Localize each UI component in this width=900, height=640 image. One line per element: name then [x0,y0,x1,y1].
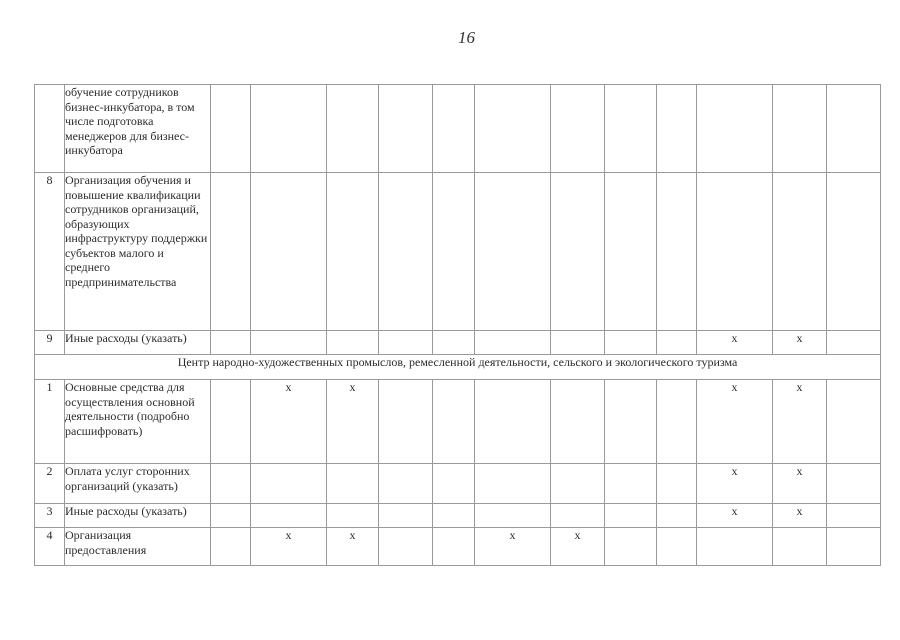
table-row [35,331,881,355]
table-cell [327,504,379,528]
table-cell [605,528,657,566]
table-cell: x [773,504,827,528]
table-cell [327,173,379,331]
table-cell [657,173,697,331]
table-cell [605,85,657,173]
table-cell [773,85,827,173]
page-number: 16 [458,28,475,47]
table-cell [327,464,379,504]
table-cell: x [697,331,773,355]
expense-item-name: Организация обучения и повышение квалификации сотрудников организаций, образующих инфраструктуру поддержки субъектов малого и среднего предпринимательства [65,173,211,331]
table-cell [551,331,605,355]
table-cell [605,380,657,464]
table-cell: x [773,331,827,355]
table-cell [827,464,881,504]
table-cell [251,173,327,331]
table-cell [251,85,327,173]
table-cell [657,504,697,528]
table-cell: x [251,528,327,566]
table-cell [211,173,251,331]
expense-item-name: Иные расходы (указать) [65,504,211,528]
table-cell [379,528,433,566]
table-cell [211,85,251,173]
table-cell [773,173,827,331]
table-cell [605,464,657,504]
table-cell [327,331,379,355]
table-cell [827,504,881,528]
table-cell [433,380,475,464]
table-cell [827,380,881,464]
table-cell [657,380,697,464]
table-cell: x [697,380,773,464]
table-cell: x [697,504,773,528]
table-cell [475,173,551,331]
table-cell [551,85,605,173]
table-cell [773,528,827,566]
row-number [35,85,65,173]
table-row [35,380,881,464]
table-row [35,173,881,331]
table-cell [551,464,605,504]
table-cell [475,85,551,173]
table-cell [379,85,433,173]
table-cell [251,504,327,528]
table-cell [379,173,433,331]
table-cell [551,504,605,528]
table-cell: x [773,380,827,464]
table-body [35,85,881,566]
table-cell [551,173,605,331]
table-cell: x [773,464,827,504]
row-number: 8 [35,173,65,331]
table-cell [827,528,881,566]
table-cell [433,85,475,173]
table-cell: x [327,528,379,566]
expense-item-name: Организация предоставления [65,528,211,566]
table-cell [657,331,697,355]
table-cell [657,528,697,566]
expense-item-name: обучение сотрудников бизнес-инкубатора, в том числе подготовка менеджеров для бизнес-инкубатора [65,85,211,173]
row-number: 3 [35,504,65,528]
table-cell [475,380,551,464]
table-cell [697,528,773,566]
expense-item-name: Основные средства для осуществления основной деятельности (подробно расшифровать) [65,380,211,464]
table-cell: x [697,464,773,504]
table-cell [605,504,657,528]
table-cell [827,331,881,355]
table-cell [379,331,433,355]
table-cell [697,85,773,173]
row-number: 1 [35,380,65,464]
table-cell [605,331,657,355]
expense-table [34,84,881,566]
table-cell [433,331,475,355]
table-cell [211,504,251,528]
table-cell [605,173,657,331]
row-number: 2 [35,464,65,504]
table-cell [211,331,251,355]
table-cell [211,464,251,504]
expense-item-name: Иные расходы (указать) [65,331,211,355]
row-number: 9 [35,331,65,355]
section-header-row [35,355,881,380]
table-cell [475,504,551,528]
table-cell [827,85,881,173]
table-cell [211,380,251,464]
table-cell [251,464,327,504]
table-cell [251,331,327,355]
table-cell [475,464,551,504]
table-cell [433,173,475,331]
table-cell [551,380,605,464]
table-row [35,85,881,173]
section-title: Центр народно-художественных промыслов, ремесленной деятельности, сельского и экологического туризма [35,355,881,380]
row-number: 4 [35,528,65,566]
table-cell [211,528,251,566]
table-cell [697,173,773,331]
table-cell [327,85,379,173]
table-cell [657,464,697,504]
table-cell: x [251,380,327,464]
table-cell [657,85,697,173]
table-row [35,464,881,504]
table-cell [379,464,433,504]
expense-item-name: Оплата услуг сторонних организаций (указать) [65,464,211,504]
table-cell: x [327,380,379,464]
table-row [35,528,881,566]
table-cell [433,464,475,504]
table-row [35,504,881,528]
table-cell: x [475,528,551,566]
table-cell [379,504,433,528]
table-cell [379,380,433,464]
table-cell [475,331,551,355]
table-cell [433,528,475,566]
table-cell: x [551,528,605,566]
table-cell [433,504,475,528]
table-cell [827,173,881,331]
